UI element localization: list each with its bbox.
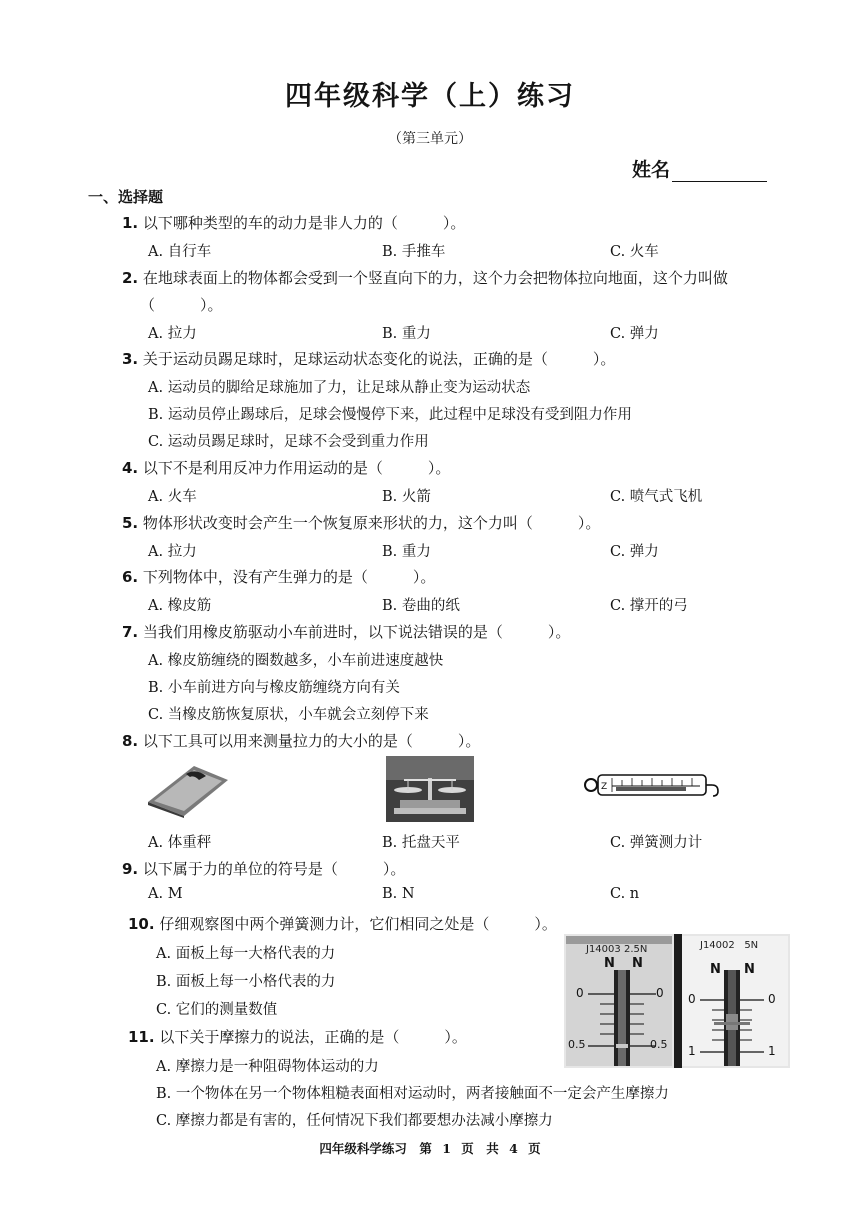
q4-option-c[interactable]: C. 喷气式飞机 (610, 489, 703, 505)
name-label: 姓名 (632, 159, 671, 181)
left-scale-unit-l: N (604, 956, 615, 971)
q9-option-a[interactable]: A. M (148, 886, 183, 902)
q3-option-c[interactable]: C. 运动员踢足球时，足球不会受到重力作用 (148, 434, 429, 450)
q6-option-b[interactable]: B. 卷曲的纸 (382, 598, 460, 614)
section-heading: 一、选择题 (88, 188, 164, 206)
q8-option-b[interactable]: B. 托盘天平 (382, 835, 460, 851)
q1-option-c[interactable]: C. 火车 (610, 244, 659, 260)
q6-option-a[interactable]: A. 橡皮筋 (148, 598, 212, 614)
q1-option-a[interactable]: A. 自行车 (148, 244, 212, 260)
left-scale-label: J14003 2.5N (586, 944, 648, 955)
q8-option-c[interactable]: C. 弹簧测力计 (610, 835, 703, 851)
bathroom-scale-image[interactable] (144, 758, 230, 818)
question-8: 8. 以下工具可以用来测量拉力的大小的是（ ）。 (122, 732, 481, 750)
left-scale-tick-0-l: 0 (576, 986, 584, 1000)
page-footer: 四年级科学练习 第 1 页 共 4 页 (319, 1141, 541, 1156)
q11-option-c[interactable]: C. 摩擦力都是有害的，任何情况下我们都要想办法减小摩擦力 (156, 1113, 553, 1129)
q2-option-b[interactable]: B. 重力 (382, 326, 431, 342)
q3-option-a[interactable]: A. 运动员的脚给足球施加了力，让足球从静止变为运动状态 (148, 380, 531, 396)
q2-option-a[interactable]: A. 拉力 (148, 326, 197, 342)
q7-option-c[interactable]: C. 当橡皮筋恢复原状，小车就会立刻停下来 (148, 707, 429, 723)
question-6: 6. 下列物体中，没有产生弹力的是（ ）。 (122, 568, 436, 586)
question-11: 11. 以下关于摩擦力的说法，正确的是（ ）。 (128, 1028, 467, 1046)
question-5: 5. 物体形状改变时会产生一个恢复原来形状的力，这个力叫（ ）。 (122, 514, 601, 532)
name-blank-line[interactable] (672, 163, 767, 182)
name-field[interactable] (632, 155, 767, 182)
q4-option-a[interactable]: A. 火车 (148, 489, 197, 505)
q6-option-c[interactable]: C. 撑开的弓 (610, 598, 688, 614)
left-scale-tick-05-l: 0.5 (568, 1038, 586, 1051)
svg-text:Z: Z (601, 782, 608, 792)
question-2-line2: （ ）。 (140, 296, 223, 314)
question-10: 10. 仔细观察图中两个弹簧测力计，它们相同之处是（ ）。 (128, 915, 557, 933)
q9-option-b[interactable]: B. N (382, 886, 415, 902)
right-scale-tick-0-r: 0 (768, 992, 776, 1006)
left-scale-unit-r: N (632, 956, 643, 971)
q7-option-a[interactable]: A. 橡皮筋缠绕的圈数越多，小车前进速度越快 (148, 653, 444, 669)
right-scale-tick-1-l: 1 (688, 1044, 696, 1058)
q9-option-c[interactable]: C. n (610, 886, 640, 902)
tray-balance-image[interactable] (386, 756, 474, 822)
q10-option-b[interactable]: B. 面板上每一小格代表的力 (156, 974, 336, 990)
question-4: 4. 以下不是利用反冲力作用运动的是（ ）。 (122, 459, 451, 477)
right-scale-unit-l: N (710, 962, 721, 977)
page-subtitle: （第三单元） (388, 131, 472, 147)
right-scale-tick-0-l: 0 (688, 992, 696, 1006)
q5-option-c[interactable]: C. 弹力 (610, 544, 659, 560)
q1-option-b[interactable]: B. 手推车 (382, 244, 446, 260)
spring-scale-image[interactable] (582, 768, 724, 802)
question-9: 9. 以下属于力的单位的符号是（ ）。 (122, 860, 406, 878)
right-scale-unit-r: N (744, 962, 755, 977)
q2-option-c[interactable]: C. 弹力 (610, 326, 659, 342)
q11-option-b[interactable]: B. 一个物体在另一个物体粗糙表面相对运动时，两者接触面不一定会产生摩擦力 (156, 1086, 669, 1102)
q7-option-b[interactable]: B. 小车前进方向与橡皮筋缠绕方向有关 (148, 680, 400, 696)
q10-option-c[interactable]: C. 它们的测量数值 (156, 1002, 278, 1018)
q5-option-a[interactable]: A. 拉力 (148, 544, 197, 560)
q4-option-b[interactable]: B. 火箭 (382, 489, 431, 505)
spring-scales-photo[interactable] (564, 934, 790, 1068)
question-3: 3. 关于运动员踢足球时，足球运动状态变化的说法，正确的是（ ）。 (122, 350, 616, 368)
q11-option-a[interactable]: A. 摩擦力是一种阻碍物体运动的力 (156, 1059, 379, 1075)
page-title: 四年级科学（上）练习 (285, 81, 575, 112)
question-2: 2. 在地球表面上的物体都会受到一个竖直向下的力，这个力会把物体拉向地面，这个力叫做 (122, 269, 728, 287)
right-scale-label: J14002 5N (700, 940, 759, 951)
right-scale-tick-1-r: 1 (768, 1044, 776, 1058)
question-1: 1. 以下哪种类型的车的动力是非人力的（ ）。 (122, 214, 466, 232)
left-scale-tick-0-r: 0 (656, 986, 664, 1000)
question-7: 7. 当我们用橡皮筋驱动小车前进时，以下说法错误的是（ ）。 (122, 623, 571, 641)
q3-option-b[interactable]: B. 运动员停止踢球后，足球会慢慢停下来，此过程中足球没有受到阻力作用 (148, 407, 632, 423)
q5-option-b[interactable]: B. 重力 (382, 544, 431, 560)
left-scale-tick-05-r: 0.5 (650, 1038, 668, 1051)
q8-option-a[interactable]: A. 体重秤 (148, 835, 212, 851)
q10-option-a[interactable]: A. 面板上每一大格代表的力 (156, 946, 336, 962)
